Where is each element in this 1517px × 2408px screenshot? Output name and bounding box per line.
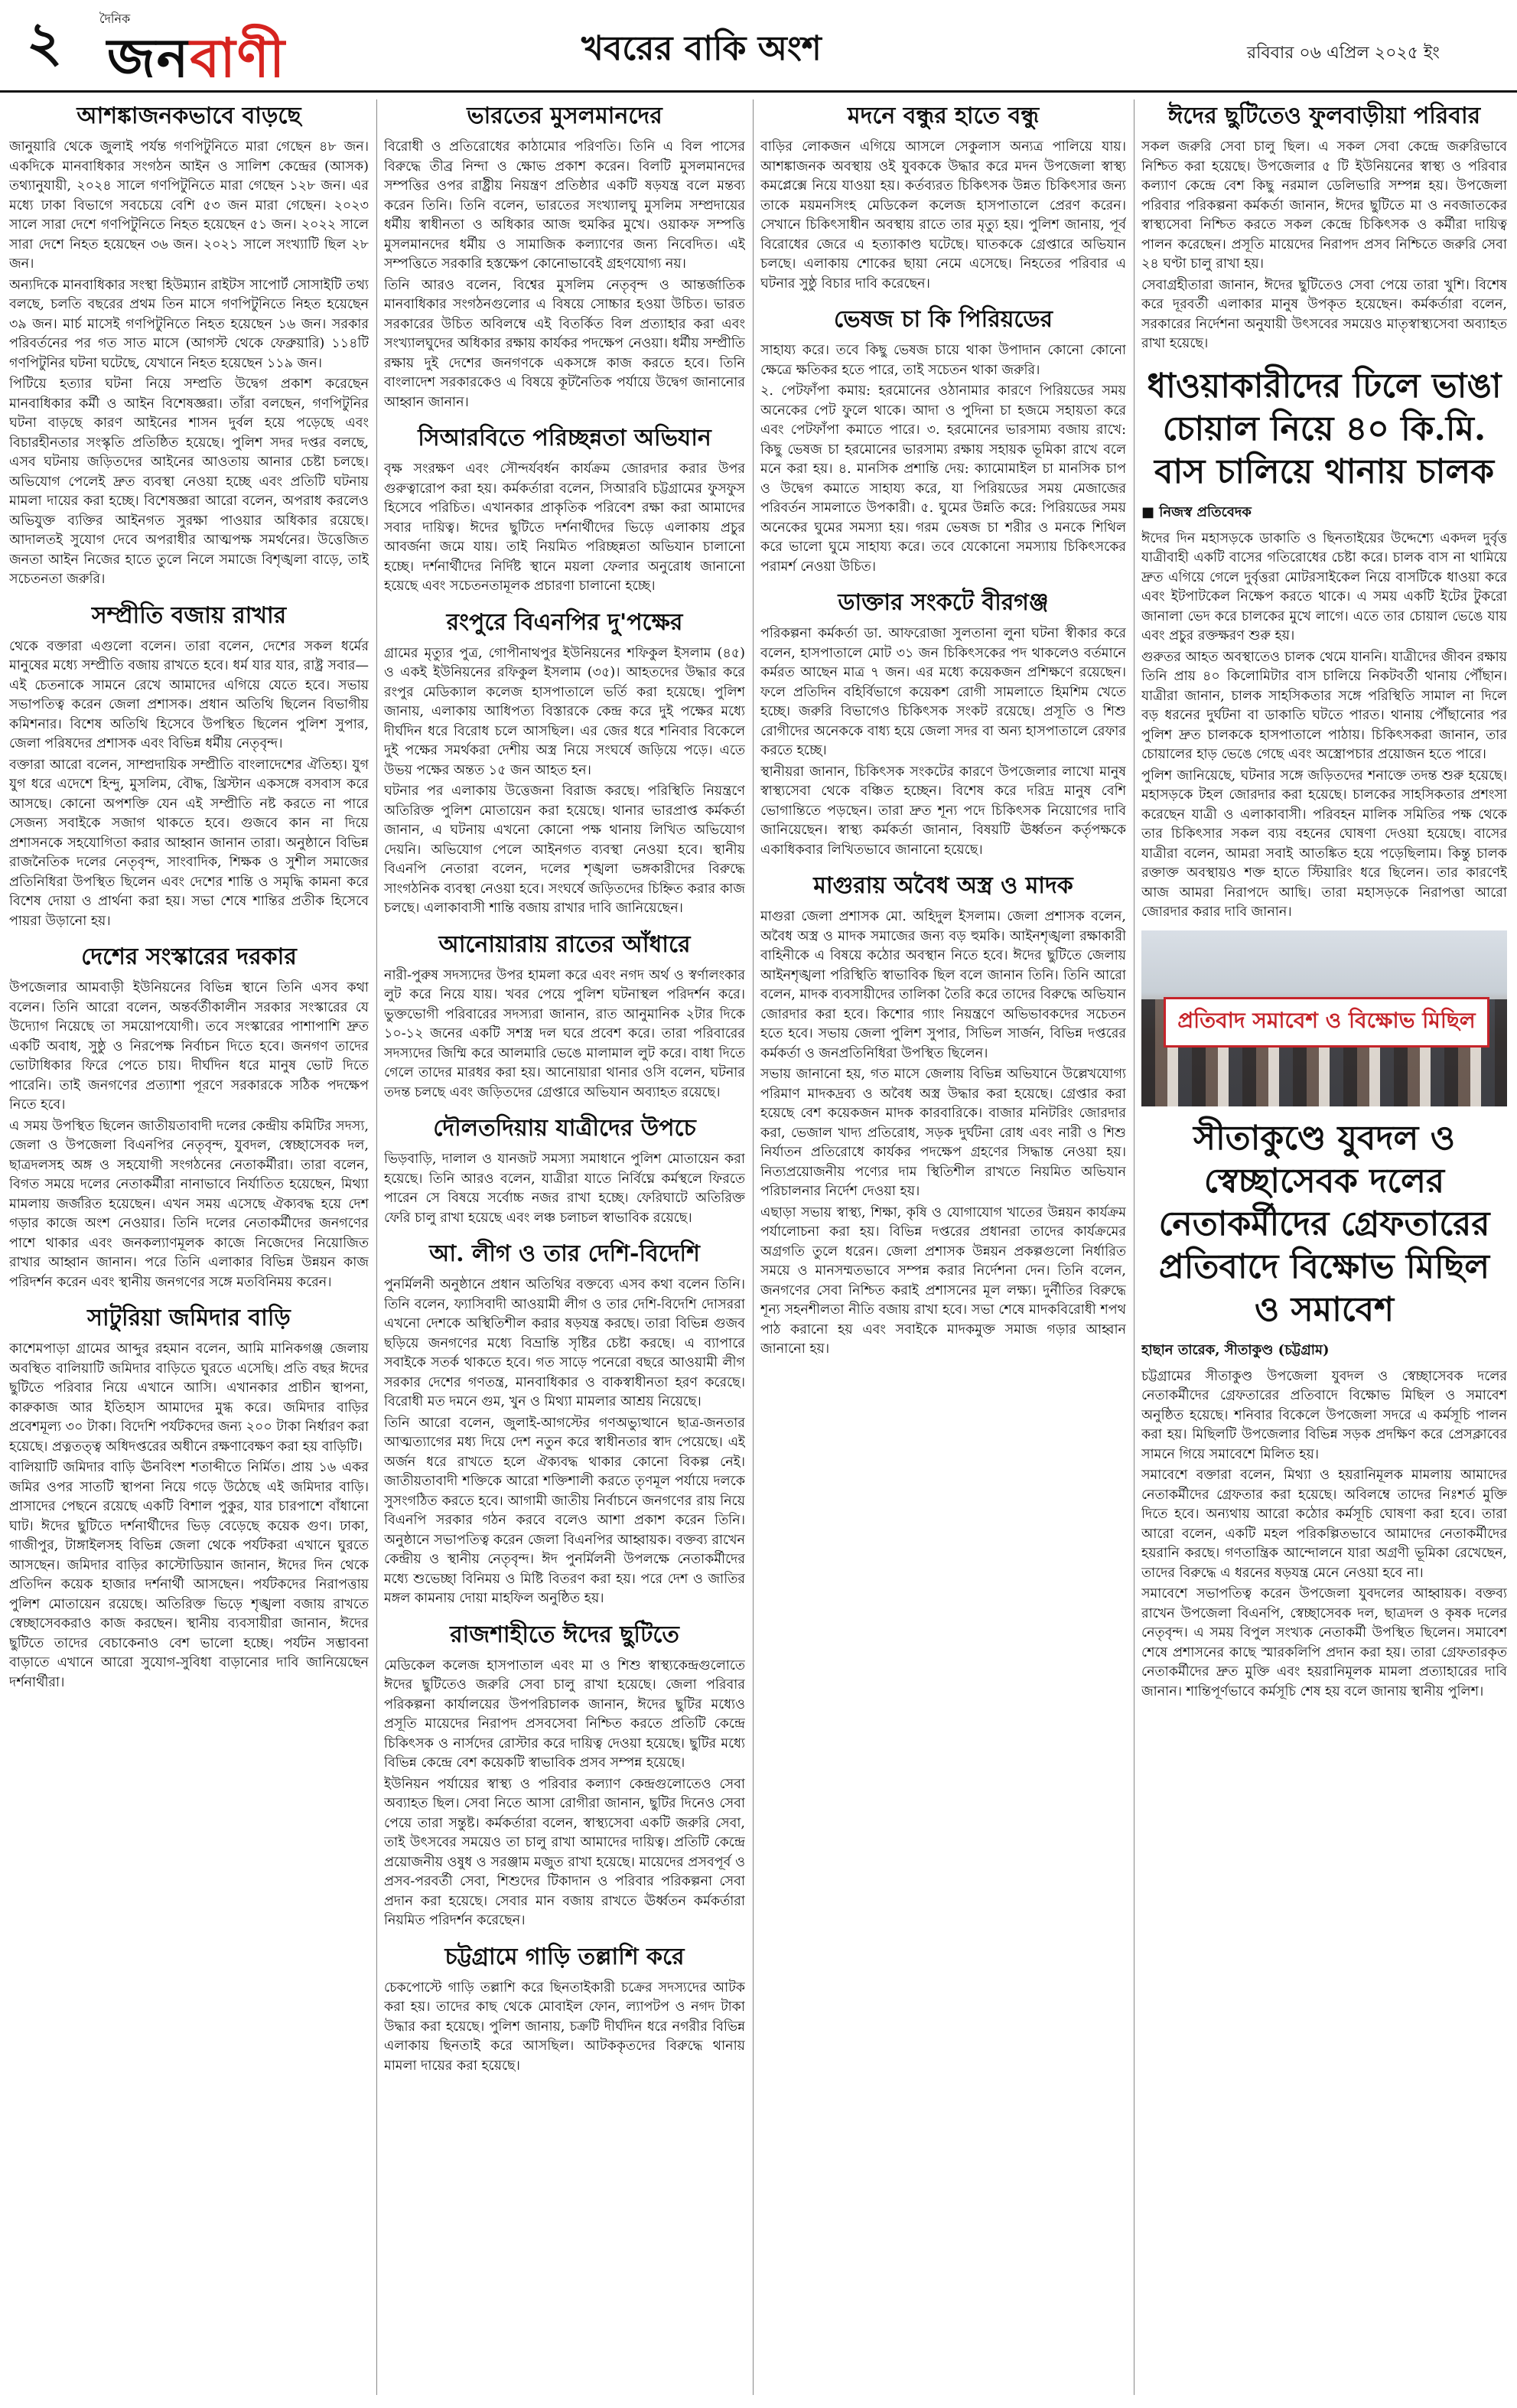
article-paragraph: ইউনিয়ন পর্যায়ের স্বাস্থ্য ও পরিবার কল্যাণ কেন্দ্রগুলোতেও সেবা অব্যাহত ছিল। সেবা নিতে আসা রোগীরা জানান, ছুটির দিনেও সেবা পেয়ে তারা সন্তুষ্ট। কর্মকর্তারা বলেন, স্বাস্থ্যসেবা একটি জরুরি সেবা, তাই উৎসবের সময়েও তা চালু রাখা আমাদের দায়িত্ব। প্রতিটি কেন্দ্রে প্রয়োজনীয় ওষুধ ও সরঞ্জাম মজুত রাখা হয়েছে। মায়েদের প্রসবপূর্ব ও প্রসব-পরবর্তী সেবা, শিশুদের টিকাদান ও পরিবার পরিকল্পনা সেবা প্রদান করা হয়েছে। সেবার মান বজায় রাখতে ঊর্ধ্বতন কর্মকর্তারা নিয়মিত পরিদর্শন করেছেন।: [384, 1776, 745, 1928]
news-article[interactable]: [9, 939, 369, 1292]
news-article[interactable]: [9, 598, 369, 932]
news-article[interactable]: [384, 1617, 745, 1931]
news-article[interactable]: [1141, 930, 1507, 1106]
news-photo[interactable]: [1141, 930, 1507, 1106]
article-paragraph: সমাবেশে সভাপতিত্ব করেন উপজেলা যুবদলের আহ্বায়ক। বক্তব্য রাখেন উপজেলা বিএনপি, স্বেচ্ছাসেবক দল, ছাত্রদল ও কৃষক দলের নেতৃবৃন্দ। এ সময় বিপুল সংখ্যক নেতাকর্মী উপস্থিত ছিলেন। সমাবেশ শেষে প্রশাসনের কাছে স্মারকলিপি প্রদান করা হয়। তারা গ্রেফতারকৃত নেতাকর্মীদের দ্রুত মুক্তি এবং হয়রানিমূলক মামলা প্রত্যাহারের দাবি জানান। শান্তিপূর্ণভাবে কর্মসূচি শেষ হয় বলে জানায় স্থানীয় পুলিশ।: [1141, 1586, 1507, 1699]
article-byline: ■ নিজস্ব প্রতিবেদক: [1141, 503, 1252, 520]
article-paragraph: ভিড়বাড়ি, দালাল ও যানজট সমস্যা সমাধানে পুলিশ মোতায়েন করা হয়েছে। তিনি আরও বলেন, যাত্রীরা যাতে নির্বিঘ্নে কর্মস্থলে ফিরতে পারেন সে বিষয়ে সর্বোচ্চ নজর রাখা হচ্ছে। ফেরিঘাটে অতিরিক্ত ফেরি চালু রাখা হয়েছে এবং লঞ্চ চলাচল স্বাভাবিক রয়েছে।: [384, 1152, 745, 1226]
article-paragraph: ২. পেটফাঁপা কমায়: হরমোনের ওঠানামার কারণে পিরিয়ডের সময় অনেকের পেট ফুলে থাকে। আদা ও পুদিনা চা হজমে সহায়তা করে এবং পেটফাঁপা কমাতে পারে। ৩. হরমোনের ভারসাম্য বজায় রাখে: কিছু ভেষজ চা হরমোনের ভারসাম্য রক্ষায় সহায়ক ভূমিকা রাখে বলে মনে করা হয়। ৪. মানসিক প্রশান্তি দেয়: ক্যামোমাইল চা মানসিক চাপ ও উদ্বেগ কমাতে সাহায্য করে, যা পিরিয়ডের সময় মেজাজের পরিবর্তন সামলাতে উপকারী। ৫. ঘুমের উন্নতি করে: পিরিয়ডের সময় অনেকের ঘুমের সমস্যা হয়। গরম ভেষজ চা শরীর ও মনকে শিথিল করে ভালো ঘুমে সাহায্য করে। তবে যেকোনো সমস্যায় চিকিৎসকের পরামর্শ নেওয়া উচিত।: [760, 383, 1126, 575]
news-article[interactable]: [384, 98, 745, 412]
news-article[interactable]: [760, 868, 1126, 1360]
article-headline[interactable]: রংপুরে বিএনপির দু'পক্ষের: [446, 608, 683, 636]
article-paragraph: সভায় জানানো হয়, গত মাসে জেলায় বিভিন্ন অভিযানে উল্লেখযোগ্য পরিমাণ মাদকদ্রব্য ও অবৈধ অস্ত্র উদ্ধার করা হয়েছে। গ্রেপ্তার করা হয়েছে বেশ কয়েকজন মাদক কারবারিকে। বাজার মনিটরিং জোরদার করা, ভেজাল খাদ্য প্রতিরোধ, সড়ক দুর্ঘটনা রোধ এবং নারী ও শিশু নির্যাতন প্রতিরোধে কার্যকর পদক্ষেপ গ্রহণের সিদ্ধান্ত নেওয়া হয়। নিত্যপ্রয়োজনীয় পণ্যের দাম স্থিতিশীল রাখতে নিয়মিত অভিযান পরিচালনার নির্দেশ দেওয়া হয়।: [760, 1067, 1126, 1199]
news-article[interactable]: [9, 98, 369, 590]
article-paragraph: মাগুরা জেলা প্রশাসক মো. অহিদুল ইসলাম। জেলা প্রশাসক বলেন, অবৈধ অস্ত্র ও মাদক সমাজের জন্য বড় হুমকি। আইনশৃঙ্খলা রক্ষাকারী বাহিনীকে এ বিষয়ে কঠোর অবস্থান নিতে হবে। ঈদের ছুটিতে জেলায় আইনশৃঙ্খলা পরিস্থিতি স্বাভাবিক ছিল বলে জানান তিনি। তিনি আরো বলেন, মাদক ব্যবসায়ীদের তালিকা তৈরি করে তাদের বিরুদ্ধে অভিযান জোরদার করা হবে। কিশোর গ্যাং নিয়ন্ত্রণে অভিভাবকদের সচেতন হতে হবে। সভায় জেলা পুলিশ সুপার, সিভিল সার্জন, বিভিন্ন দপ্তরের কর্মকর্তা ও জনপ্রতিনিধিরা উপস্থিত ছিলেন।: [760, 909, 1126, 1061]
issue-date: রবিবার ০৬ এপ্রিল ২০২৫ ইং: [1247, 44, 1440, 63]
article-headline[interactable]: আ. লীগ ও তার দেশি-বিদেশি: [429, 1240, 700, 1267]
news-column-4: [1141, 98, 1507, 2401]
masthead-logo[interactable]: [99, 9, 352, 90]
article-paragraph: বাড়ির লোকজন এগিয়ে আসলে সেকুলাস অন্যত্র পালিয়ে যায়। আশঙ্কাজনক অবস্থায় ওই যুবককে উদ্ধার করে মদন উপজেলা স্বাস্থ্য কমপ্লেক্সে নিয়ে যাওয়া হয়। কর্তব্যরত চিকিৎসক উন্নত চিকিৎসার জন্য তাকে ময়মনসিংহ মেডিকেল কলেজ হাসপাতালে প্রেরণ করেন। সেখানে চিকিৎসাধীন অবস্থায় রাতে তার মৃত্যু হয়। পুলিশ জানায়, পূর্ব বিরোধের জেরে এ হত্যাকাণ্ড ঘটেছে। ঘাতককে গ্রেপ্তারে অভিযান চলছে। এলাকায় শোকের ছায়া নেমে এসেছে। নিহতের পরিবার এ ঘটনার সুষ্ঠু বিচার দাবি করেছেন।: [760, 139, 1126, 292]
news-article[interactable]: [384, 1110, 745, 1228]
article-paragraph: সেবাগ্রহীতারা জানান, ঈদের ছুটিতেও সেবা পেয়ে তারা খুশি। বিশেষ করে দূরবর্তী এলাকার মানুষ উপকৃত হয়েছেন। কর্মকর্তারা বলেন, সরকারের নির্দেশনা অনুযায়ী উৎসবের সময়েও মাতৃস্বাস্থ্যসেবা অব্যাহত রাখা হয়েছে।: [1141, 277, 1507, 351]
article-paragraph: নারী-পুরুষ সদস্যদের উপর হামলা করে এবং নগদ অর্থ ও স্বর্ণালংকার লুট করে নিয়ে যায়। খবর পেয়ে পুলিশ ঘটনাস্থল পরিদর্শন করে। ভুক্তভোগী পরিবারের সদস্যরা জানান, রাত আনুমানিক ২টার দিকে ১০-১২ জনের একটি সশস্ত্র দল ঘরে প্রবেশ করে। তারা পরিবারের সদস্যদের জিম্মি করে আলমারি ভেঙে মালামাল লুট করে। বাধা দিতে গেলে তাদের মারধর করা হয়। আনোয়ারা থানার ওসি বলেন, ঘটনার তদন্ত চলছে এবং জড়িতদের গ্রেপ্তারে অভিযান অব্যাহত রয়েছে।: [384, 967, 745, 1100]
article-headline[interactable]: চট্টগ্রামে গাড়ি তল্লাশি করে: [444, 1943, 685, 1970]
article-paragraph: উপজেলার আমবাড়ী ইউনিয়নের বিভিন্ন স্থানে তিনি এসব কথা বলেন। তিনি আরো বলেন, অন্তর্বর্তীকালীন সরকার সংস্কারের যে উদ্যোগ নিয়েছে তা সময়োপযোগী। তবে সংস্কারের পাশাপাশি দ্রুত একটি অবাধ, সুষ্ঠু ও নিরপেক্ষ নির্বাচন দিতে হবে। জনগণ তাদের ভোটাধিকার ফিরে পেতে চায়। দীর্ঘদিন ধরে মানুষ ভোট দিতে পারেনি। তাই জনগণের প্রত্যাশা পূরণে সরকারকে সঠিক পদক্ষেপ নিতে হবে।: [9, 980, 369, 1113]
article-paragraph: তিনি আরও বলেন, বিশ্বের মুসলিম নেতৃবৃন্দ ও আন্তর্জাতিক মানবাধিকার সংগঠনগুলোর এ বিষয়ে সোচ্চার হওয়া উচিত। ভারত সরকারের উচিত অবিলম্বে এই বিতর্কিত বিল প্রত্যাহার করা এবং সংখ্যালঘুদের অধিকার রক্ষায় কার্যকর পদক্ষেপ নেওয়া। ধর্মীয় সম্প্রীতি রক্ষায় দুই দেশের জনগণকে একসঙ্গে কাজ করতে হবে। তিনি বাংলাদেশ সরকারকেও এ বিষয়ে কূটনৈতিক পর্যায়ে উদ্বেগ জানানোর আহ্বান জানান।: [384, 277, 745, 410]
article-headline[interactable]: রাজশাহীতে ঈদের ছুটিতে: [450, 1621, 679, 1648]
article-headline[interactable]: দৌলতদিয়ায় যাত্রীদের উপচে: [433, 1115, 696, 1142]
article-paragraph: ঈদের দিন মহাসড়কে ডাকাতি ও ছিনতাইয়ের উদ্দেশ্যে একদল দুর্বৃত্ত যাত্রীবাহী একটি বাসের গতিরোধের চেষ্টা করে। চালক বাস না থামিয়ে দ্রুত এগিয়ে গেলে দুর্বৃত্তরা মোটরসাইকেল নিয়ে বাসটিকে ধাওয়া করে এবং ইটপাটকেল নিক্ষেপ করতে থাকে। এ সময় একটি ইটের টুকরো জানালা ভেদ করে চালকের মুখে লাগে। এতে তার চোয়াল ভেঙে যায় এবং প্রচুর রক্তক্ষরণ শুরু হয়।: [1141, 530, 1507, 644]
article-paragraph: অন্যদিকে মানবাধিকার সংস্থা হিউম্যান রাইটস সাপোর্ট সোসাইটি তথ্য বলছে, চলতি বছরের প্রথম তিন মাসে গণপিটুনিতে নিহত হয়েছেন ৩৯ জন। মার্চ মাসেই গণপিটুনিতে নিহত হয়েছেন ১৬ জন। সরকার পরিবর্তনের পর গত সাত মাসে (আগস্ট থেকে ফেব্রুয়ারি) ১১৪টি গণপিটুনির ঘটনা ঘটেছে, যেখানে নিহত হয়েছেন ১১৯ জন।: [9, 277, 369, 371]
article-headline[interactable]: দেশের সংস্কারের দরকার: [81, 943, 297, 970]
article-paragraph: স্থানীয়রা জানান, চিকিৎসক সংকটের কারণে উপজেলার লাখো মানুষ স্বাস্থ্যসেবা থেকে বঞ্চিত হচ্ছেন। বিশেষ করে দরিদ্র মানুষ বেশি ভোগান্তিতে পড়ছেন। তারা দ্রুত শূন্য পদে চিকিৎসক নিয়োগের দাবি জানিয়েছেন। স্বাস্থ্য কর্মকর্তা জানান, বিষয়টি ঊর্ধ্বতন কর্তৃপক্ষকে একাধিকবার লিখিতভাবে জানানো হয়েছে।: [760, 764, 1126, 858]
article-paragraph: এ সময় উপস্থিত ছিলেন জাতীয়তাবাদী দলের কেন্দ্রীয় কমিটির সদস্য, জেলা ও উপজেলা বিএনপির নেতৃবৃন্দ, যুবদল, স্বেচ্ছাসেবক দল, ছাত্রদলসহ অঙ্গ ও সহযোগী সংগঠনের নেতাকর্মীরা। তারা বলেন, বিগত সময়ে দলের নেতাকর্মীরা নানাভাবে নির্যাতিত হয়েছেন, মিথ্যা মামলায় জর্জরিত হয়েছেন। এখন সময় এসেছে ঐক্যবদ্ধ হয়ে দেশ গড়ার কাজে অংশ নেওয়ার। তিনি দলের নেতাকর্মীদের জনগণের পাশে থাকার এবং জনকল্যাণমূলক কাজে নিজেদের নিয়োজিত রাখার আহ্বান জানান। পরে তিনি এলাকার বিভিন্ন উন্নয়ন কাজ পরিদর্শন করেন এবং স্থানীয় জনগণের সঙ্গে মতবিনিময় করেন।: [9, 1118, 369, 1290]
news-article[interactable]: [9, 1300, 369, 1693]
article-paragraph: পরিকল্পনা কর্মকর্তা ডা. আফরোজা সুলতানা লুনা ঘটনা স্বীকার করে বলেন, হাসপাতালে মোট ৩১ জন চিকিৎসকের পদ থাকলেও বর্তমানে কর্মরত আছেন মাত্র ৭ জন। এর মধ্যে কয়েকজন প্রশিক্ষণে রয়েছেন। ফলে প্রতিদিন বহির্বিভাগে কয়েকশ রোগী সামলাতে হিমশিম খেতে হচ্ছে। জরুরি বিভাগেও চিকিৎসক সংকট রয়েছে। প্রসূতি ও শিশু রোগীদের অনেককে বাধ্য হয়ে জেলা সদর বা অন্য হাসপাতালে রেফার করতে হচ্ছে।: [760, 626, 1126, 758]
article-paragraph: গুরুতর আহত অবস্থাতেও চালক থেমে যাননি। যাত্রীদের জীবন রক্ষায় তিনি প্রায় ৪০ কিলোমিটার বাস চালিয়ে নিকটবর্তী থানায় পৌঁছান। যাত্রীরা জানান, চালক সাহসিকতার সঙ্গে পরিস্থিতি সামাল না দিলে বড় ধরনের দুর্ঘটনা বা ডাকাতি ঘটতে পারত। থানায় পৌঁছানোর পর পুলিশ দ্রুত চালককে হাসপাতালে পাঠায়। চিকিৎসকরা জানান, তার চোয়ালের হাড় ভেঙে গেছে এবং অস্ত্রোপচার প্রয়োজন হতে পারে।: [1141, 649, 1507, 762]
news-article[interactable]: [760, 98, 1126, 294]
article-headline[interactable]: আনোয়ারায় রাতের আঁধারে: [438, 930, 691, 958]
article-paragraph: গ্রামের মৃত্যুর পুত্র, গোপীনাথপুর ইউনিয়নের শফিকুল ইসলাম (৪৫) ও একই ইউনিয়নের রফিকুল ইসলাম (৩৫)। আহতদের উদ্ধার করে রংপুর মেডিক্যাল কলেজ হাসপাতালে ভর্তি করা হয়েছে। পুলিশ জানায়, এলাকায় আধিপত্য বিস্তারকে কেন্দ্র করে দুই পক্ষের মধ্যে দীর্ঘদিন ধরে বিরোধ চলে আসছিল। এর জের ধরে শনিবার বিকেলে দুই পক্ষের সমর্থকরা দেশীয় অস্ত্র নিয়ে সংঘর্ষে জড়িয়ে পড়ে। এতে উভয় পক্ষের অন্তত ১৫ জন আহত হন।: [384, 645, 745, 778]
column-divider: [376, 99, 377, 2395]
article-paragraph: মেডিকেল কলেজ হাসপাতাল এবং মা ও শিশু স্বাস্থ্যকেন্দ্রগুলোতে ঈদের ছুটিতেও জরুরি সেবা চালু রাখা হয়েছে। জেলা পরিবার পরিকল্পনা কার্যালয়ের উপপরিচালক জানান, ঈদের ছুটির মধ্যেও প্রসূতি মায়েদের নিরাপদ প্রসবসেবা নিশ্চিত করতে প্রতিটি কেন্দ্রে চিকিৎসক ও নার্সদের রোস্টার করে দায়িত্ব দেওয়া হয়েছে। ছুটির মধ্যে বিভিন্ন কেন্দ্রে বেশ কয়েকটি স্বাভাবিক প্রসব সম্পন্ন হয়েছে।: [384, 1657, 745, 1771]
article-headline[interactable]: ধাওয়াকারীদের ঢিলে ভাঙা চোয়াল নিয়ে ৪০ কি.মি. বাস চালিয়ে থানায় চালক: [1147, 366, 1502, 491]
article-paragraph: পিটিয়ে হত্যার ঘটনা নিয়ে সম্প্রতি উদ্বেগ প্রকাশ করেছেন মানবাধিকার কর্মী ও আইন বিশেষজ্ঞরা। তাঁরা বলছেন, গণপিটুনির ঘটনা বাড়ছে কারণ আইনের শাসন দুর্বল হয়ে পড়েছে এবং বিচারহীনতার সংস্কৃতি প্রতিষ্ঠিত হয়েছে। পুলিশ সদর দপ্তর বলছে, এসব ঘটনায় জড়িতদের আইনের আওতায় আনার চেষ্টা চলছে। অভিযোগ পেলেই দ্রুত ব্যবস্থা নেওয়া হচ্ছে এবং প্রতিটি ঘটনায় মামলা দায়ের করা হচ্ছে। বিশেষজ্ঞরা আরো বলেন, অপরাধ করলেও অভিযুক্ত ব্যক্তির আইনগত সুরক্ষা পাওয়ার অধিকার রয়েছে। আদালতই সুযোগ দেবে অপরাধীর আত্মপক্ষ সমর্থনের। উত্তেজিত জনতা আইন নিজের হাতে তুলে নিলে সমাজে বিশৃঙ্খলা বাড়ে, তাই সচেতনতা জরুরি।: [9, 376, 369, 587]
news-article[interactable]: [384, 420, 745, 597]
article-paragraph: বৃক্ষ সংরক্ষণ এবং সৌন্দর্যবর্ধন কার্যক্রম জোরদার করার উপর গুরুত্বারোপ করা হয়। কর্মকর্তারা বলেন, সিআরবি চট্টগ্রামের ফুসফুস হিসেবে পরিচিত। এখানকার প্রাকৃতিক পরিবেশ রক্ষা করা আমাদের সবার দায়িত্ব। ঈদের ছুটিতে দর্শনার্থীদের ভিড়ে এলাকায় প্রচুর আবর্জনা জমে যায়। তাই নিয়মিত পরিচ্ছন্নতা অভিযান চালানো হচ্ছে। দর্শনার্থীদের নির্দিষ্ট স্থানে ময়লা ফেলার অনুরোধ জানানো হয়েছে এবং সচেতনতামূলক প্রচারণা চালানো হচ্ছে।: [384, 461, 745, 594]
article-headline[interactable]: মাগুরায় অবৈধ অস্ত্র ও মাদক: [813, 872, 1073, 899]
news-article[interactable]: [760, 585, 1126, 860]
article-paragraph: বালিয়াটি জমিদার বাড়ি ঊনবিংশ শতাব্দীতে নির্মিত। প্রায় ১৬ একর জমির ওপর সাতটি স্থাপনা নিয়ে গড়ে উঠেছে এই জমিদার বাড়ি। প্রাসাদের পেছনে রয়েছে একটি বিশাল পুকুর, যার চারপাশে বাঁধানো ঘাট। ঈদের ছুটিতে দর্শনার্থীদের ভিড় বেড়েছে কয়েক গুণ। ঢাকা, গাজীপুর, টাঙ্গাইলসহ বিভিন্ন জেলা থেকে পর্যটকরা এখানে ঘুরতে আসছেন। জমিদার বাড়ির কাস্টোডিয়ান জানান, ঈদের দিন থেকে প্রতিদিন কয়েক হাজার দর্শনার্থী আসছেন। পর্যটকদের নিরাপত্তায় পুলিশ মোতায়েন রয়েছে। অতিরিক্ত ভিড়ে শৃঙ্খলা বজায় রাখতে স্বেচ্ছাসেবকরাও কাজ করছেন। স্থানীয় ব্যবসায়ীরা জানান, ঈদের ছুটিতে তাদের বেচাকেনাও বেশ ভালো হচ্ছে। পর্যটন সম্ভাবনা বাড়াতে এখানে আরো সুযোগ-সুবিধা বাড়ানোর দাবি জানিয়েছেন দর্শনার্থীরা।: [9, 1460, 369, 1690]
article-paragraph: থেকে বক্তারা এগুলো বলেন। তারা বলেন, দেশের সকল ধর্মের মানুষের মধ্যে সম্প্রীতি বজায় রাখতে হবে। ধর্ম যার যার, রাষ্ট্র সবার—এই চেতনাকে সামনে রেখে আমাদের এগিয়ে যেতে হবে। সভায় সভাপতিত্ব করেন জেলা প্রশাসক। প্রধান অতিথি ছিলেন বিভাগীয় কমিশনার। বিশেষ অতিথি হিসেবে উপস্থিত ছিলেন পুলিশ সুপার, জেলা পরিষদের প্রশাসক এবং বিভিন্ন ধর্মীয় নেতৃবৃন্দ।: [9, 638, 369, 751]
article-headline[interactable]: ডাক্তার সংকটে বীরগঞ্জ: [838, 589, 1049, 616]
article-paragraph: চেকপোস্টে গাড়ি তল্লাশি করে ছিনতাইকারী চক্রের সদস্যদের আটক করা হয়। তাদের কাছ থেকে মোবাইল ফোন, ল্যাপটপ ও নগদ টাকা উদ্ধার করা হয়েছে। পুলিশ জানায়, চক্রটি দীর্ঘদিন ধরে নগরীর বিভিন্ন এলাকায় ছিনতাই করে আসছিল। আটককৃতদের বিরুদ্ধে থানায় মামলা দায়ের করা হয়েছে।: [384, 1980, 745, 2074]
article-paragraph: পুলিশ জানিয়েছে, ঘটনার সঙ্গে জড়িতদের শনাক্তে তদন্ত শুরু হয়েছে। মহাসড়কে টহল জোরদার করা হয়েছে। চালকের সাহসিকতার প্রশংসা করেছেন যাত্রী ও এলাকাবাসী। পরিবহন মালিক সমিতির পক্ষ থেকে তার চিকিৎসার সকল ব্যয় বহনের ঘোষণা দেওয়া হয়েছে। বাসের যাত্রীরা বলেন, আমরা সবাই আতঙ্কিত হয়ে পড়েছিলাম। কিন্তু চালক রক্তাক্ত অবস্থায়ও শক্ত হাতে স্টিয়ারিং ধরে ছিলেন। তার কারণেই আজ আমরা নিরাপদে আছি। তারা মহাসড়কে নিরাপত্তা আরো জোরদার করার দাবি জানান।: [1141, 767, 1507, 920]
article-headline[interactable]: সাটুরিয়া জমিদার বাড়ি: [87, 1305, 291, 1331]
page-number: ২: [26, 8, 63, 73]
masthead-title: জনবাণী: [107, 27, 287, 90]
article-paragraph: চট্টগ্রামের সীতাকুণ্ড উপজেলা যুবদল ও স্বেচ্ছাসেবক দলের নেতাকর্মীদের গ্রেফতারের প্রতিবাদে বিক্ষোভ মিছিল ও সমাবেশ অনুষ্ঠিত হয়েছে। শনিবার বিকেলে উপজেলা সদরে এ কর্মসূচি পালন করা হয়। মিছিলটি উপজেলার বিভিন্ন সড়ক প্রদক্ষিণ করে প্রেসক্লাবের সামনে গিয়ে সমাবেশে মিলিত হয়।: [1141, 1368, 1507, 1462]
article-paragraph: পুনর্মিলনী অনুষ্ঠানে প্রধান অতিথির বক্তব্যে এসব কথা বলেন তিনি। তিনি বলেন, ফ্যাসিবাদী আওয়ামী লীগ ও তার দেশি-বিদেশি দোসররা এখনো দেশকে অস্থিতিশীল করার ষড়যন্ত্র করছে। তারা বিভিন্ন গুজব ছড়িয়ে জনগণের মধ্যে বিভ্রান্তি সৃষ্টির চেষ্টা করছে। এ ব্যাপারে সবাইকে সতর্ক থাকতে হবে। গত সাড়ে পনেরো বছরে আওয়ামী লীগ সরকার দেশের গণতন্ত্র, মানবাধিকার ও বাকস্বাধীনতা হরণ করেছে। বিরোধী মত দমনে গুম, খুন ও মিথ্যা মামলার আশ্রয় নিয়েছে।: [384, 1277, 745, 1409]
article-headline[interactable]: ঈদের ছুটিতেও ফুলবাড়ীয়া পরিবার: [1167, 103, 1481, 129]
article-headline[interactable]: মদনে বন্ধুর হাতে বন্ধু: [847, 103, 1040, 129]
news-article[interactable]: [384, 604, 745, 919]
article-paragraph: সাহায্য করে। তবে কিছু ভেষজ চায়ে থাকা উপাদান কোনো কোনো ক্ষেত্রে ক্ষতিকর হতে পারে, তাই সচেতন থাকা জরুরি।: [760, 343, 1126, 378]
article-headline[interactable]: সম্প্রীতি বজায় রাখার: [91, 601, 287, 629]
article-paragraph: কাশেমপাড়া গ্রামের আব্দুর রহমান বলেন, আমি মানিকগঞ্জ জেলায় অবস্থিত বালিয়াটি জমিদার বাড়িতে ঘুরতে এসেছি। প্রতি বছর ঈদের ছুটিতে পরিবার নিয়ে এখানে আসি। এখানকার প্রাচীন স্থাপনা, কারুকাজ আর ইতিহাস আমাদের মুগ্ধ করে। জমিদার বাড়ির প্রবেশমূল্য ৩০ টাকা। বিদেশি পর্যটকদের জন্য ২০০ টাকা নির্ধারণ করা হয়েছে। প্রত্নতত্ত্ব অধিদপ্তরের অধীনে রক্ষণাবেক্ষণ করা হয় বাড়িটি।: [9, 1341, 369, 1455]
news-article[interactable]: [1141, 1114, 1507, 1703]
news-article[interactable]: [1141, 98, 1507, 354]
page-header: [0, 0, 1517, 90]
article-paragraph: তিনি আরো বলেন, জুলাই-আগস্টের গণঅভ্যুত্থানে ছাত্র-জনতার আত্মত্যাগের মধ্য দিয়ে দেশ নতুন করে স্বাধীনতার স্বাদ পেয়েছে। এই অর্জন ধরে রাখতে হলে ঐক্যবদ্ধ থাকার কোনো বিকল্প নেই। জাতীয়তাবাদী শক্তিকে আরো শক্তিশালী করতে তৃণমূল পর্যায়ে দলকে সুসংগঠিত করতে হবে। আগামী জাতীয় নির্বাচনে জনগণের রায় নিয়ে বিএনপি সরকার গঠন করবে বলেও আশা প্রকাশ করেন তিনি। অনুষ্ঠানে সভাপতিত্ব করেন জেলা বিএনপির আহ্বায়ক। বক্তব্য রাখেন কেন্দ্রীয় ও স্থানীয় নেতৃবৃন্দ। ঈদ পুনর্মিলনী উপলক্ষে নেতাকর্মীদের মধ্যে শুভেচ্ছা বিনিময় ও মিষ্টি বিতরণ করা হয়। পরে দেশ ও জাতির মঙ্গল কামনায় দোয়া মাহফিল অনুষ্ঠিত হয়।: [384, 1415, 745, 1606]
header-divider: [0, 90, 1517, 93]
news-article[interactable]: [384, 1939, 745, 2077]
news-column-3: [760, 98, 1126, 2401]
news-column-1: [9, 98, 369, 2401]
column-divider: [753, 99, 754, 2395]
news-article[interactable]: [760, 301, 1126, 577]
article-headline[interactable]: সিআরবিতে পরিচ্ছন্নতা অভিযান: [418, 425, 711, 451]
article-headline[interactable]: ভেষজ চা কি পিরিয়ডের: [833, 306, 1053, 333]
article-paragraph: এছাড়া সভায় স্বাস্থ্য, শিক্ষা, কৃষি ও যোগাযোগ খাতের উন্নয়ন কার্যক্রম পর্যালোচনা করা হয়। বিভিন্ন দপ্তরের প্রধানরা তাদের কার্যক্রমের অগ্রগতি তুলে ধরেন। জেলা প্রশাসক উন্নয়ন প্রকল্পগুলো নির্ধারিত সময়ে ও মানসম্মতভাবে সম্পন্ন করার নির্দেশনা দেন। তিনি বলেন, জনগণের সেবা নিশ্চিত করাই প্রশাসনের মূল লক্ষ্য। দুর্নীতির বিরুদ্ধে শূন্য সহনশীলতা নীতি বজায় রাখা হবে। সভা শেষে মাদকবিরোধী শপথ পাঠ করানো হয় এবং সবাইকে মাদকমুক্ত সমাজ গড়ার আহ্বান জানানো হয়।: [760, 1204, 1126, 1357]
article-headline[interactable]: সীতাকুণ্ডে যুবদল ও স্বেচ্ছাসেবক দলের নেতাকর্মীদের গ্রেফতারের প্রতিবাদে বিক্ষোভ মিছিল ও সমাবেশ: [1158, 1118, 1490, 1329]
article-paragraph: ঘটনার পর এলাকায় উত্তেজনা বিরাজ করছে। পরিস্থিতি নিয়ন্ত্রণে অতিরিক্ত পুলিশ মোতায়েন করা হয়েছে। থানার ভারপ্রাপ্ত কর্মকর্তা জানান, এ ঘটনায় এখনো কোনো পক্ষ থানায় লিখিত অভিযোগ দেয়নি। অভিযোগ পেলে আইনগত ব্যবস্থা নেওয়া হবে। স্থানীয় বিএনপি নেতারা বলেন, দলের শৃঙ্খলা ভঙ্গকারীদের বিরুদ্ধে সাংগঠনিক ব্যবস্থা নেওয়া হবে। সংঘর্ষে জড়িতদের চিহ্নিত করার কাজ চলছে। এলাকাবাসী শান্তি বজায় রাখার দাবি জানিয়েছেন।: [384, 784, 745, 916]
news-article[interactable]: [1141, 362, 1507, 923]
article-paragraph: সকল জরুরি সেবা চালু ছিল। এ সকল সেবা কেন্দ্রে জরুরিভাবে নিশ্চিত করা হয়েছে। উপজেলার ৫ টি ইউনিয়নের স্বাস্থ্য ও পরিবার কল্যাণ কেন্দ্রে বেশ কিছু নরমাল ডেলিভারি সম্পন্ন হয়। উপজেলা পরিবার পরিকল্পনা কর্মকর্তা জানান, ঈদের ছুটিতে মা ও নবজাতকের স্বাস্থ্যসেবা নিশ্চিত করতে সকল কেন্দ্রে চিকিৎসক ও কর্মীরা দায়িত্ব পালন করেছেন। প্রসূতি মায়েদের নিরাপদ প্রসব নিশ্চিতে জরুরি সেবা ২৪ ঘণ্টা চালু রাখা হয়।: [1141, 139, 1507, 272]
article-paragraph: বিরোধী ও প্রতিরোধের কাঠামোর পরিণতি। তিনি এ বিল পাসের বিরুদ্ধে তীব্র নিন্দা ও ক্ষোভ প্রকাশ করেন। বিলটি মুসলমানদের সম্পত্তির ওপর রাষ্ট্রীয় নিয়ন্ত্রণ প্রতিষ্ঠার একটি ষড়যন্ত্র বলে মন্তব্য করেন তিনি। তিনি বলেন, ভারতের সংখ্যালঘু মুসলিম সম্প্রদায়ের ধর্মীয় স্বাধীনতা ও অধিকার আজ হুমকির মুখে। ওয়াকফ সম্পত্তি মুসলমানদের ধর্মীয় ও সামাজিক কল্যাণের জন্য নিবেদিত। এই সম্পত্তিতে সরকারি হস্তক্ষেপ কোনোভাবেই গ্রহণযোগ্য নয়।: [384, 139, 745, 272]
article-paragraph: বক্তারা আরো বলেন, সাম্প্রদায়িক সম্প্রীতি বাংলাদেশের ঐতিহ্য। যুগ যুগ ধরে এদেশে হিন্দু, মুসলিম, বৌদ্ধ, খ্রিস্টান একসঙ্গে বসবাস করে আসছে। কোনো অপশক্তি যেন এই সম্প্রীতি নষ্ট করতে না পারে সেজন্য সবাইকে সজাগ থাকতে হবে। গুজবে কান না দিয়ে প্রশাসনকে সহযোগিতা করার আহ্বান জানান তারা। অনুষ্ঠানে বিভিন্ন রাজনৈতিক দলের নেতৃবৃন্দ, সাংবাদিক, শিক্ষক ও সুশীল সমাজের প্রতিনিধিরা উপস্থিত ছিলেন এবং দেশের শান্তি ও সমৃদ্ধি কামনা করে বিশেষ দোয়া ও প্রার্থনা করা হয়। সভা শেষে শান্তির প্রতীক হিসেবে পায়রা উড়ানো হয়।: [9, 757, 369, 929]
article-paragraph: জানুয়ারি থেকে জুলাই পর্যন্ত গণপিটুনিতে মারা গেছেন ৪৮ জন। একদিকে মানবাধিকার সংগঠন আইন ও সালিশ কেন্দ্রের (আসক) তথ্যানুযায়ী, ২০২৪ সালে গণপিটুনিতে মারা গেছেন ১২৮ জন। এর মধ্যে ঢাকা বিভাগে সবচেয়ে বেশি ৫৩ জন মারা গেছেন। ২০২৩ সালে সারা দেশে গণপিটুনিতে নিহত হয়েছেন ৫১ জন। ২০২২ সালে সারা দেশে নিহত হয়েছেন ৩৬ জন। ২০২১ সালে সংখ্যাটি ছিল ২৮ জন।: [9, 139, 369, 272]
article-byline: হাছান তারেক, সীতাকুণ্ড (চট্টগ্রাম): [1141, 1341, 1330, 1358]
section-title: খবরের বাকি অংশ: [581, 29, 822, 68]
news-article[interactable]: [384, 1236, 745, 1609]
news-column-2: [384, 98, 745, 2401]
article-paragraph: সমাবেশে বক্তারা বলেন, মিথ্যা ও হয়রানিমূলক মামলায় আমাদের নেতাকর্মীদের গ্রেফতার করা হয়েছে। অবিলম্বে তাদের নিঃশর্ত মুক্তি দিতে হবে। অন্যথায় আরো কঠোর কর্মসূচি ঘোষণা করা হবে। তারা আরো বলেন, একটি মহল পরিকল্পিতভাবে আমাদের নেতাকর্মীদের হয়রানি করছে। গণতান্ত্রিক আন্দোলনে যারা অগ্রণী ভূমিকা রেখেছেন, তাদের বিরুদ্ধে এ ধরনের ষড়যন্ত্র মেনে নেওয়া হবে না।: [1141, 1468, 1507, 1581]
masthead-small-text: দৈনিক: [99, 13, 131, 26]
article-headline[interactable]: ভারতের মুসলমানদের: [467, 103, 662, 129]
article-headline[interactable]: আশঙ্কাজনকভাবে বাড়ছে: [77, 103, 301, 129]
news-article[interactable]: [384, 927, 745, 1103]
photo-banner-text: প্রতিবাদ সমাবেশ ও বিক্ষোভ মিছিল: [1164, 997, 1490, 1048]
